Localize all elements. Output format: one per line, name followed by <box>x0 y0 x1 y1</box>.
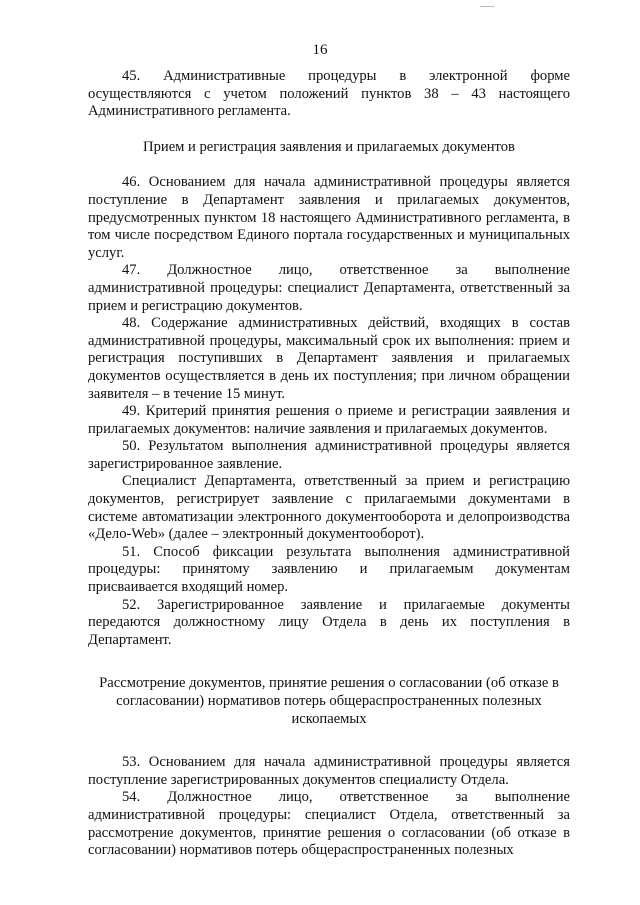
paragraph-50-continued: Специалист Департамента, ответственный за прием и регистрацию документов, регистрирует заявление с прилагаемыми документами в системе автоматизации электронного документооборота и делопроизводства «Дело-Web» (далее – электронный документооборот). <box>88 473 570 543</box>
section-heading-reception: Прием и регистрация заявления и прилагаемых документов <box>143 138 515 155</box>
top-mark <box>480 6 494 7</box>
paragraph-53: 53. Основанием для начала административной процедуры является поступление зарегистрированных документов специалисту Отдела. <box>88 754 570 788</box>
paragraph-52: 52. Зарегистрированное заявление и прилагаемые документы передаются должностному лицу Отдела в день их поступления в Департамент. <box>88 596 570 648</box>
paragraph-51: 51. Способ фиксации результата выполнения административной процедуры: принятому заявлению и прилагаемым документам присваивается входящий номер. <box>88 543 570 596</box>
paragraph-54: 54. Должностное лицо, ответственное за выполнение административной процедуры: специалист Отдела, ответственный за рассмотрение документов, принятие решения о согласовании (об отказе в согласовании) нормативов потерь общераспространенных полезных <box>88 789 570 859</box>
paragraph-50: 50. Результатом выполнения административной процедуры является зарегистрированное заявление. <box>88 438 570 472</box>
paragraph-46: 46. Основанием для начала административной процедуры является поступление в Департамент заявления и прилагаемых документов, предусмотренных пунктом 18 настоящего Административного регламента, в том числе посредством Единого портала государственных и муниципальных услуг. <box>88 174 570 261</box>
paragraph-49: 49. Критерий принятия решения о приеме и регистрации заявления и прилагаемых документов: наличие заявления и прилагаемых документов. <box>88 403 570 437</box>
paragraph-48: 48. Содержание административных действий, входящих в состав административной процедуры, максимальный срок их выполнения: прием и регистрация поступивших в Департамент заявления и прилагаемых документов осуществляется в день их поступления; при личном обращении заявителя – в течение 15 минут. <box>88 315 570 402</box>
paragraph-45: 45. Административные процедуры в электронной форме осуществляются с учетом положений пунктов 38 – 43 настоящего Административного регламента. <box>88 68 570 120</box>
paragraph-47: 47. Должностное лицо, ответственное за выполнение административной процедуры: специалист Департамента, ответственный за прием и регистрацию документов. <box>88 262 570 314</box>
section-heading-review: Рассмотрение документов, принятие решения о согласовании (об отказе в согласовании) нормативов потерь общераспространенных полезных ископаемых <box>99 675 559 727</box>
document-body <box>88 68 570 860</box>
page-number: 16 <box>312 42 328 58</box>
